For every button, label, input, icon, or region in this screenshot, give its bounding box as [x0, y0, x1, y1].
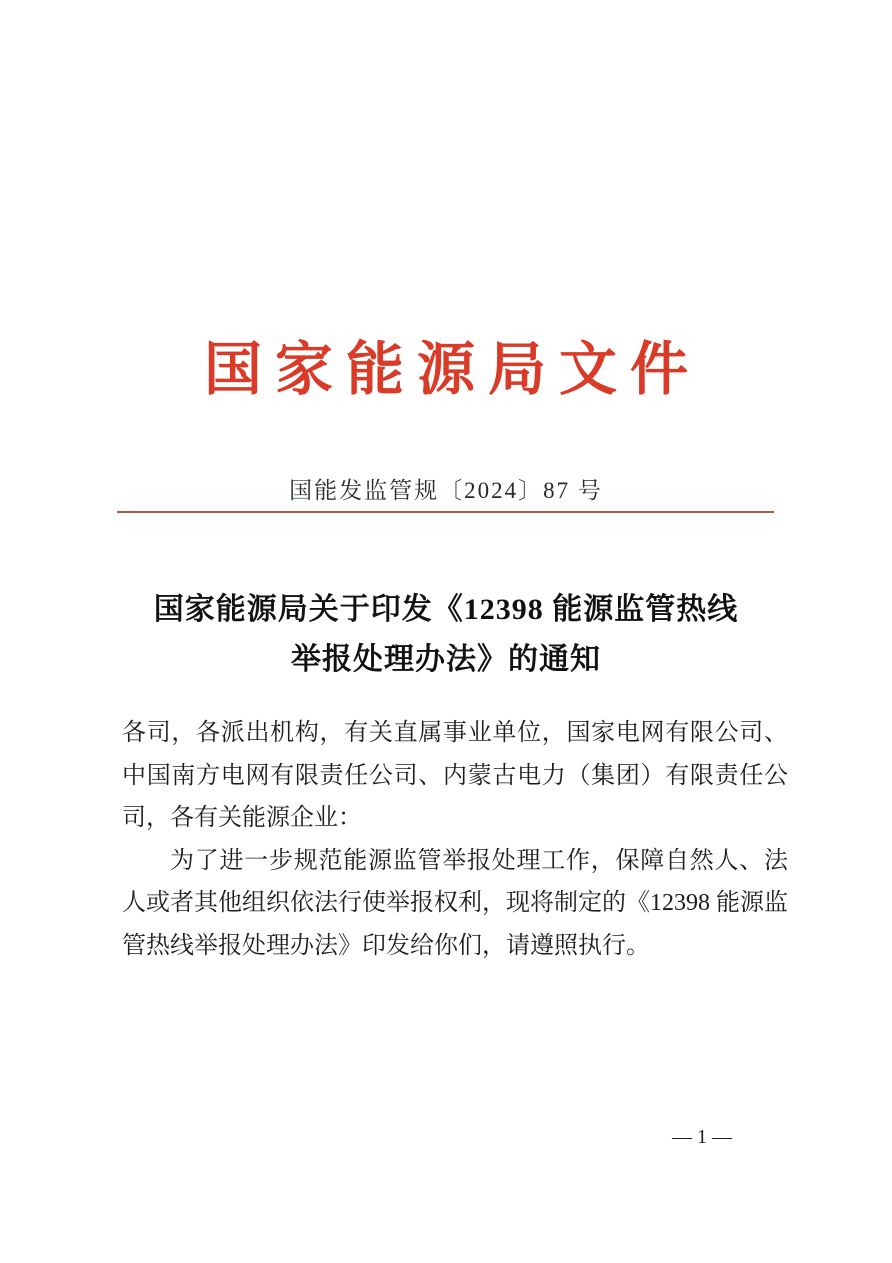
notice-body [122, 712, 788, 967]
notice-title [60, 585, 832, 685]
letterhead-divider [117, 511, 774, 513]
page-number: — 1 — [672, 1126, 732, 1148]
body-paragraph-main: 为了进一步规范能源监管举报处理工作，保障自然人、法人或者其他组织依法行使举报权利，现将制定的《12398 能源监管热线举报处理办法》印发给你们，请遵照执行。 [122, 847, 788, 959]
notice-title-line-1: 国家能源局关于印发《12398 能源监管热线 [153, 593, 739, 626]
body-paragraph-recipients: 各司，各派出机构，有关直属事业单位，国家电网有限公司、中国南方电网有限责任公司、内蒙古电力（集团）有限责任公司，各有关能源企业： [122, 720, 788, 831]
notice-title-line-2: 举报处理办法》的通知 [291, 643, 601, 676]
document-number: 国能发监管规〔2024〕87 号 [289, 478, 603, 503]
agency-letterhead-title: 国家能源局文件 [203, 337, 701, 402]
